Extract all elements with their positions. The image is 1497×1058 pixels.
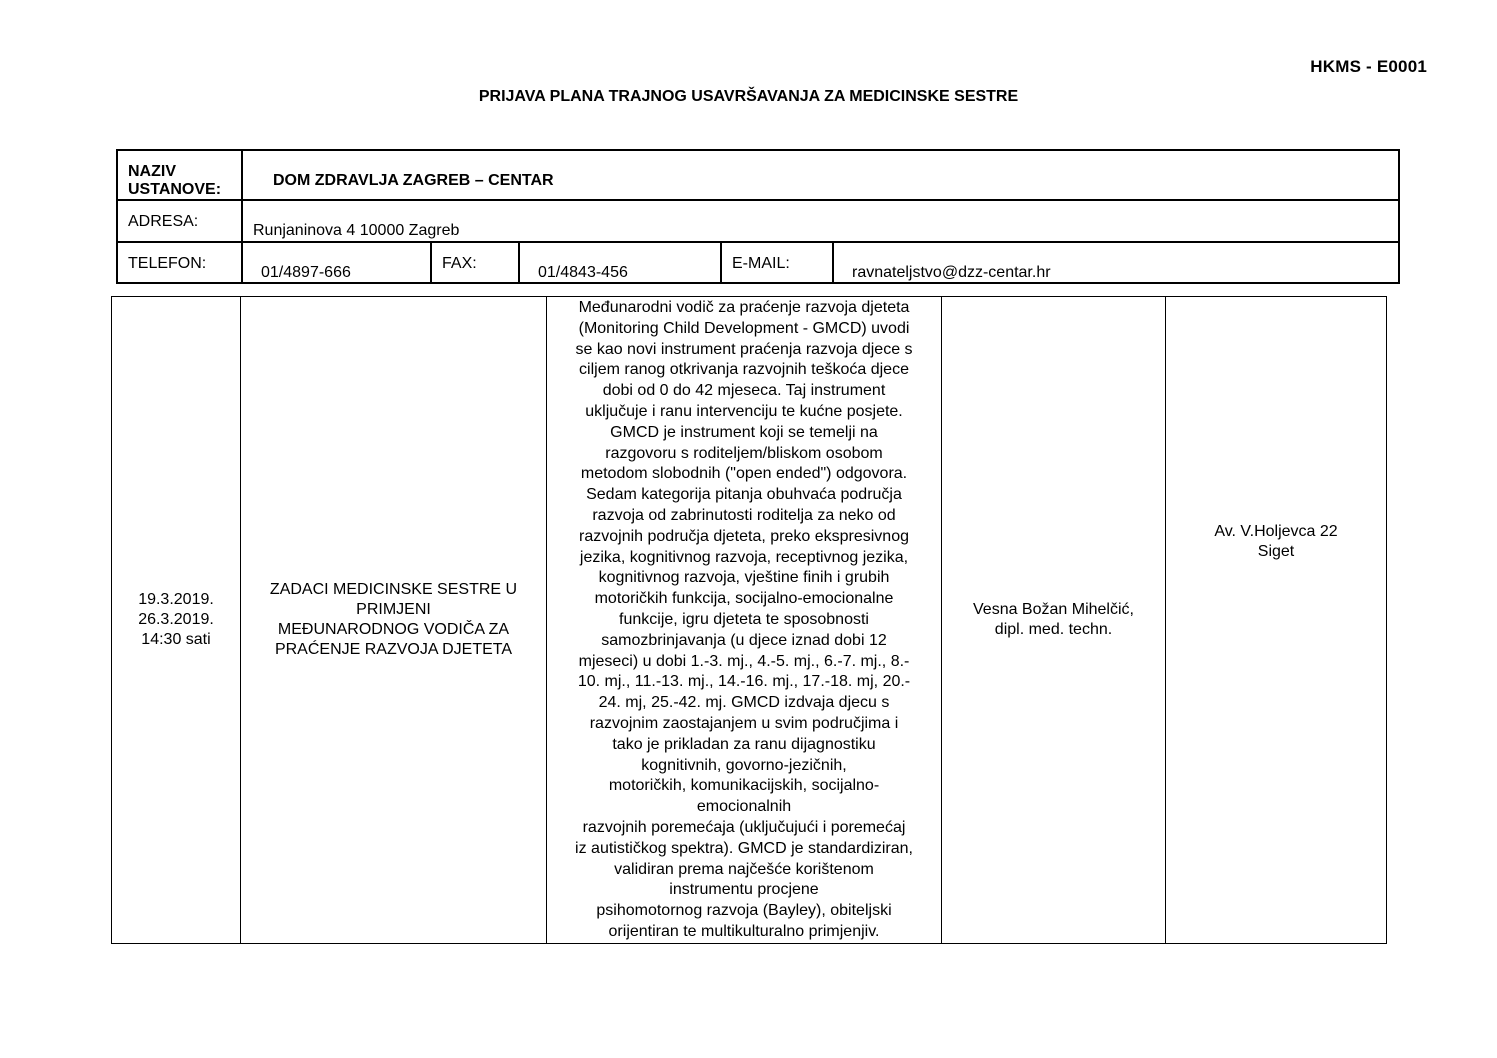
description-line: GMCD je instrument koji se temelji na: [610, 423, 878, 441]
topic-line: ZADACI MEDICINSKE SESTRE U: [269, 580, 518, 598]
description-line: razvojnim zaostajanjem u svim područjima i: [589, 714, 899, 732]
location-cell: [1166, 297, 1387, 944]
institution-name-label: NAZIV USTANOVE:: [117, 150, 242, 200]
description-line: instrumentu procjene: [669, 881, 819, 899]
topic-cell: [241, 297, 547, 944]
lecturer-cell: [942, 297, 1166, 944]
document-code: HKMS - E0001: [1310, 57, 1427, 76]
time: 14:30 sati: [141, 630, 211, 648]
phone-value: 01/4897-666: [242, 242, 431, 283]
fax-value: 01/4843-456: [519, 242, 721, 283]
description-line: validiran prema najčešće korištenom: [614, 860, 874, 878]
contact-row: [117, 242, 1399, 283]
description-line: samozbrinjavanja (u djece iznad dobi 12: [601, 631, 887, 649]
description-line: metodom slobodnih ("open ended") odgovora.: [580, 465, 908, 483]
location-area: Siget: [1257, 543, 1295, 560]
description-line: motoričkih, komunikacijskih, socijalno-: [608, 777, 880, 795]
description-line: jezika, kognitivnog razvoja, receptivnog jezika,: [579, 548, 909, 566]
phone-label: TELEFON:: [117, 242, 242, 283]
description-line: kognitivnog razvoja, vještine finih i grubih: [598, 569, 890, 587]
description-line: kognitivnih, govorno-jezičnih,: [641, 756, 847, 774]
institution-info-table: [116, 149, 1400, 284]
topic-line: PRIMJENI: [356, 600, 431, 618]
email-label: E-MAIL:: [721, 242, 833, 283]
email-value: ravnateljstvo@dzz-centar.hr: [833, 242, 1399, 283]
description-text: [551, 298, 937, 943]
description-line: tako je prikladan za ranu dijagnostiku: [612, 735, 876, 753]
description-line: Sedam kategorija pitanja obuhvaća područja: [586, 486, 902, 504]
fax-label: FAX:: [431, 242, 519, 283]
description-line: orijentiran te multikulturalno primjenjiv.: [608, 922, 880, 940]
description-line: funkcije, igru djeteta te sposobnosti: [619, 610, 869, 628]
institution-name-row: [117, 150, 1399, 200]
education-plan-table: [111, 296, 1387, 944]
date-2: 26.3.2019.: [138, 610, 214, 628]
description-line: razvojnih područja djeteta, preko ekspresivnog: [579, 527, 909, 545]
lecturer-title: dipl. med. techn.: [994, 620, 1113, 638]
description-line: dobi od 0 do 42 mjeseca. Taj instrument: [602, 382, 886, 400]
date-1: 19.3.2019.: [138, 590, 214, 608]
description-line: razgovoru s roditeljem/bliskom osobom: [605, 444, 883, 462]
plan-row: [112, 297, 1387, 944]
description-cell: [547, 297, 942, 944]
description-line: psihomotornog razvoja (Bayley), obiteljski: [596, 902, 892, 920]
description-line: iz autističkog spektra). GMCD je standardiziran,: [575, 839, 913, 857]
document-title: PRIJAVA PLANA TRAJNOG USAVRŠAVANJA ZA MEDICINSKE SESTRE: [478, 88, 1019, 105]
description-line: Međunarodni vodič za praćenje razvoja djeteta: [578, 299, 910, 316]
description-line: mjeseci) u dobi 1.-3. mj., 4.-5. mj., 6.-7. mj., 8.-: [578, 652, 910, 670]
topic-line: MEĐUNARODNOG VODIČA ZA: [277, 620, 510, 638]
description-line: emocionalnih: [696, 798, 792, 816]
address-label: ADRESA:: [117, 200, 242, 242]
dates-cell: [112, 297, 241, 944]
location-address: Av. V.Holjevca 22: [1214, 523, 1338, 540]
description-line: ciljem ranog otkrivanja razvojnih teškoća djece: [579, 361, 909, 379]
description-line: motoričkih funkcija, socijalno-emocionalne: [594, 590, 894, 608]
address-row: [117, 200, 1399, 242]
description-line: se kao novi instrument praćenja razvoja djece s: [575, 340, 913, 358]
topic-line: PRAĆENJE RAZVOJA DJETETA: [274, 640, 513, 658]
lecturer-name: Vesna Božan Mihelčić,: [973, 600, 1134, 618]
description-line: 24. mj, 25.-42. mj. GMCD izdvaja djecu s: [598, 694, 890, 712]
description-line: 10. mj., 11.-13. mj., 14.-16. mj., 17.-18. mj, 20.-: [577, 673, 911, 691]
description-line: razvojnih poremećaja (uključujući i poremećaj: [582, 818, 906, 836]
description-line: (Monitoring Child Development - GMCD) uvodi: [578, 319, 910, 337]
description-line: razvoja od zabrinutosti roditelja za neko od: [592, 506, 896, 524]
institution-name-value: DOM ZDRAVLJA ZAGREB – CENTAR: [242, 150, 1399, 200]
description-line: uključuje i ranu intervenciju te kućne posjete.: [585, 402, 903, 420]
address-value: Runjaninova 4 10000 Zagreb: [242, 200, 1399, 242]
